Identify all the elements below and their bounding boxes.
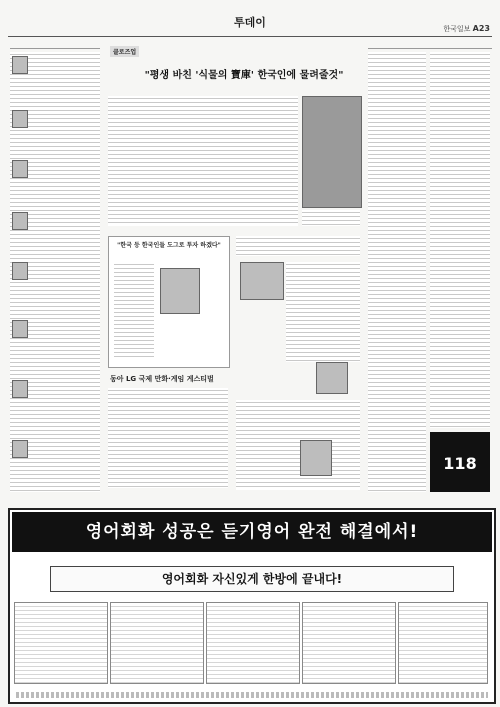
middle-photo-3 [300,440,332,476]
middle-text [286,262,360,362]
middle-deck [236,236,360,256]
ad-cell [398,602,488,684]
interview-headline: "한국 등 한국인들 도그로 투자 하겠다" [117,242,221,249]
person-thumbnail [12,440,28,458]
interview-text [114,262,154,358]
lg-event-headline: 동아 LG 국제 만화·게임 게스티벌 [110,375,214,383]
newspaper-name: 한국일보 [443,25,471,33]
number-badge-value: 118 [443,454,477,473]
middle-lower-text [236,400,360,490]
interview-photo [160,268,200,314]
ad-footer [16,692,488,698]
section-title: 투데이 [234,16,266,29]
middle-photo [240,262,284,300]
bottom-advertisement [8,508,496,704]
person-thumbnail [12,262,28,280]
person-thumbnail [12,160,28,178]
ad-cell [302,602,396,684]
page-number [443,24,490,34]
number-badge [430,432,490,492]
feature-kicker: 클로즈업 [110,46,139,57]
right-column-text-a [368,52,426,492]
ad-cell [110,602,204,684]
ad-cell [14,602,108,684]
page-header [8,6,492,37]
feature-body [108,96,298,226]
ad-cell [206,602,300,684]
feature-photo [302,96,362,208]
lg-event-text [108,388,228,488]
feature-caption [302,210,360,226]
person-thumbnail [12,110,28,128]
page-code: A23 [472,24,490,33]
left-column-heading [10,40,100,49]
feature-headline: "평생 바친 '식물의 寶庫' 한국인에 물려줄것" [144,70,344,81]
ad-slogan: 영어회화 자신있게 한방에 끝내다! [50,566,454,592]
person-thumbnail [12,320,28,338]
person-thumbnail [12,56,28,74]
person-thumbnail [12,380,28,398]
right-column-heading [368,40,492,49]
middle-photo-2 [316,362,348,394]
person-thumbnail [12,212,28,230]
ad-headline: 영어회화 성공은 듣기영어 완전 해결에서! [12,512,492,552]
right-column-text-b [430,52,490,428]
